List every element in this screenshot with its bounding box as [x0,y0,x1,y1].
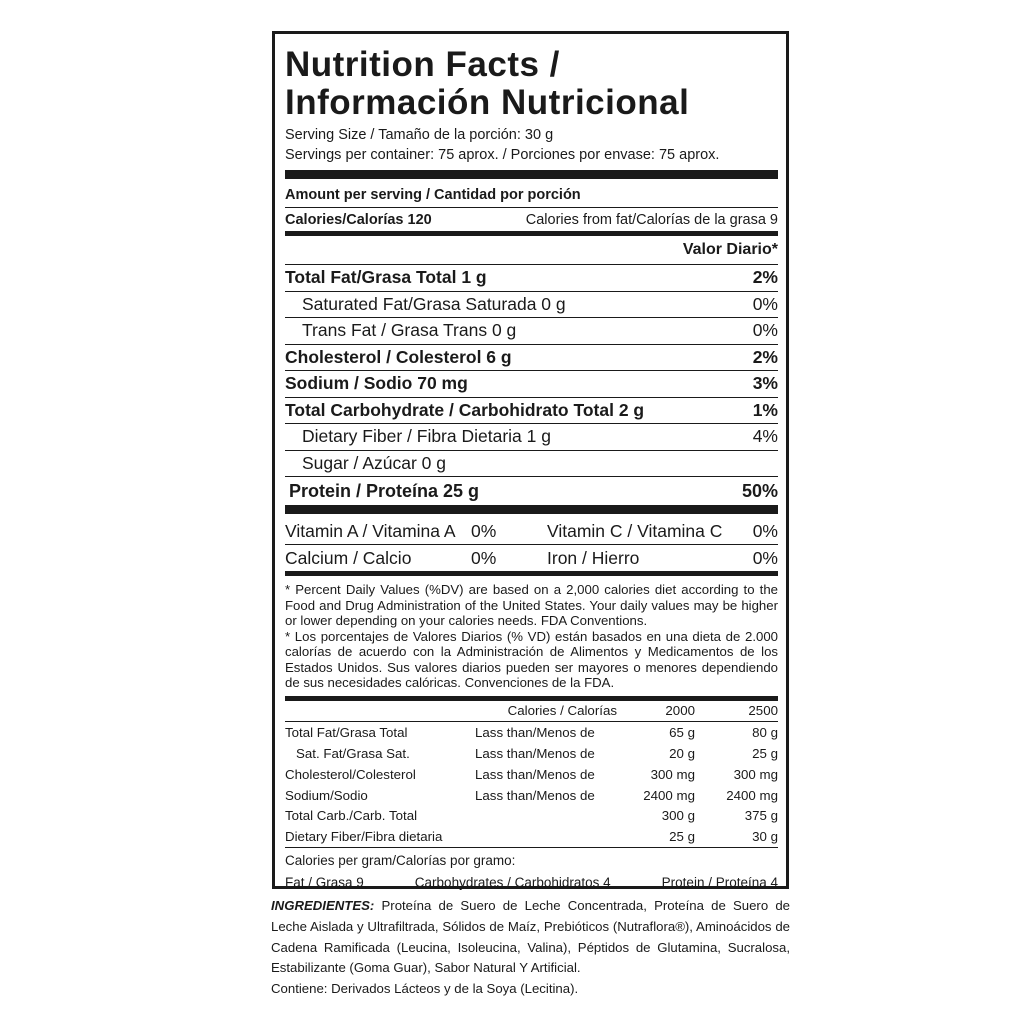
vitamin-name: Vitamin C / Vitamina C [547,520,723,541]
vitamin-row [285,518,778,545]
calories-from-fat: Calories from fat/Calorías de la grasa 9 [525,211,778,228]
nutrient-name: Sugar / Azúcar 0 g [302,452,446,473]
nutrient-dv: 2% [752,346,778,367]
divider-medium [285,571,778,576]
cpg-fat: Fat / Grasa 9 [285,875,364,891]
dv-row-v2: 300 mg [733,766,778,782]
dv-row-qual: Lass than/Menos de [475,787,595,803]
vitamin-dv: 0% [471,520,497,541]
dv-row-name: Sat. Fat/Grasa Sat. [296,745,410,761]
servings-per-container: Servings per container: 75 aprox. / Porciones por envase: 75 aprox. [285,147,720,163]
label-title-en: Nutrition Facts / [285,45,560,84]
vitamin-row [285,545,778,571]
nutrient-name: Dietary Fiber / Fibra Dietaria 1 g [302,426,551,447]
nutrient-dv: 4% [752,426,778,447]
vitamin-name: Calcium / Calcio [285,547,412,568]
dv-table-row [285,785,778,806]
serving-size: Serving Size / Tamaño de la porción: 30 g [285,127,554,143]
nutrient-dv: 1% [752,399,778,420]
nutrient-row [285,371,778,398]
nutrient-row [285,398,778,425]
amount-per-serving [285,183,778,208]
nutrient-dv: 0% [752,293,778,314]
nutrient-name: Total Fat/Grasa Total 1 g [285,267,487,288]
nutrient-name: Cholesterol / Colesterol 6 g [285,346,512,367]
daily-value-header [285,236,778,265]
footnote-en: * Percent Daily Values (%DV) are based on a 2,000 calories diet according to the Food and Drug Administration of the United States. Your daily values may be higher or lower depending on your calories needs. FDA Conventions. [285,582,778,628]
dv-row-name: Cholesterol/Colesterol [285,766,416,782]
dv-row-qual [475,826,625,847]
nutrient-row [285,424,778,451]
dv-table-header [285,701,778,722]
dv-header-col2: 2500 [748,703,778,719]
label-title-es: Información Nutricional [285,83,690,122]
calories-row [285,208,778,231]
calories-per-gram-row [285,872,778,894]
vitamin-dv: 0% [471,547,497,568]
cpg-protein: Protein / Proteína 4 [661,875,778,891]
dv-row-v1: 65 g [669,725,695,741]
dv-row-name: Total Carb./Carb. Total [285,808,418,824]
nutrient-row [285,318,778,345]
nutrient-dv: 0% [752,320,778,341]
calories-per-gram-label: Calories per gram/Calorías por gramo: [285,853,516,869]
nutrient-row [285,345,778,372]
nutrient-row [285,265,778,292]
divider-thick [285,505,778,514]
dv-table-row [285,826,778,847]
ingredients [271,896,790,1000]
ingredients-text: Proteína de Suero de Leche Concentrada, Proteína de Suero de Leche Aislada y Ultrafiltrada, Sólidos de Maíz, Prebióticos (Nutraflora®), Aminoácidos de Cadena Ramificada (Leucina, Isoleucina, Valina), Péptidos de Glutamina, Sucralosa, Estabilizante (Goma Guar), Sabor Natural Y Artificial. [271,898,790,976]
dv-row-v1: 300 mg [650,766,695,782]
nutrient-name: Sodium / Sodio 70 mg [285,373,468,394]
dv-row-qual [475,805,625,826]
dv-row-v2: 30 g [752,829,778,845]
nutrition-facts-label [272,31,789,889]
dv-table-row [285,722,778,743]
dv-header-col1: 2000 [665,703,695,719]
daily-value-header-label: Valor Diario* [682,241,778,258]
nutrient-name: Trans Fat / Grasa Trans 0 g [302,320,517,341]
dv-row-v1: 2400 mg [643,787,695,803]
calories: Calories/Calorías 120 [285,211,432,228]
footnote [285,582,778,691]
cpg-carbs: Carbohydrates / Carbohidratos 4 [414,875,611,891]
nutrient-row [285,292,778,319]
dv-row-qual: Lass than/Menos de [475,745,595,761]
dv-table-row [285,743,778,764]
dv-row-name: Sodium/Sodio [285,787,368,803]
nutrient-row-protein [285,477,778,505]
dv-row-qual: Lass than/Menos de [475,766,595,782]
vitamin-name: Vitamin A / Vitamina A [285,520,456,541]
daily-value-table [285,701,778,849]
ingredients-heading: INGREDIENTES: [271,898,375,913]
nutrient-name: Total Carbohydrate / Carbohidrato Total 2 g [285,399,645,420]
dv-row-v2: 375 g [744,808,778,824]
ingredients-contains: Contiene: Derivados Lácteos y de la Soya (Lecitina). [271,981,579,997]
vitamin-dv: 0% [752,520,778,541]
amount-per-serving-label: Amount per serving / Cantidad por porción [285,187,581,203]
dv-header-label: Calories / Calorías [507,703,617,719]
footnote-es: * Los porcentajes de Valores Diarios (% VD) están basados en una dieta de 2.000 calorías de acuerdo con la Administración de Alimentos y Medicamentos de los Estados Unidos. Sus valores diarios pueden ser mayores o menores dependiendo de sus necesidades calóricas. Convenciones de la FDA. [285,628,778,690]
nutrient-dv: 2% [752,267,778,288]
dv-table-row [285,805,778,826]
divider-thick [285,170,778,179]
dv-row-qual: Lass than/Menos de [475,725,595,741]
dv-row-v2: 25 g [752,745,778,761]
vitamin-name: Iron / Hierro [547,547,640,568]
nutrient-name: Saturated Fat/Grasa Saturada 0 g [302,293,566,314]
vitamin-dv: 0% [752,547,778,568]
dv-row-name: Total Fat/Grasa Total [285,725,408,741]
nutrient-dv: 50% [741,480,778,501]
nutrient-name: Protein / Proteína 25 g [289,480,480,501]
dv-row-v1: 25 g [669,829,695,845]
nutrient-row [285,451,778,478]
dv-row-v2: 2400 mg [726,787,778,803]
dv-row-name: Dietary Fiber/Fibra dietaria [285,829,443,845]
nutrient-dv: 3% [752,373,778,394]
dv-table-row [285,764,778,785]
dv-row-v1: 300 g [661,808,695,824]
dv-row-v1: 20 g [669,745,695,761]
dv-row-v2: 80 g [752,725,778,741]
